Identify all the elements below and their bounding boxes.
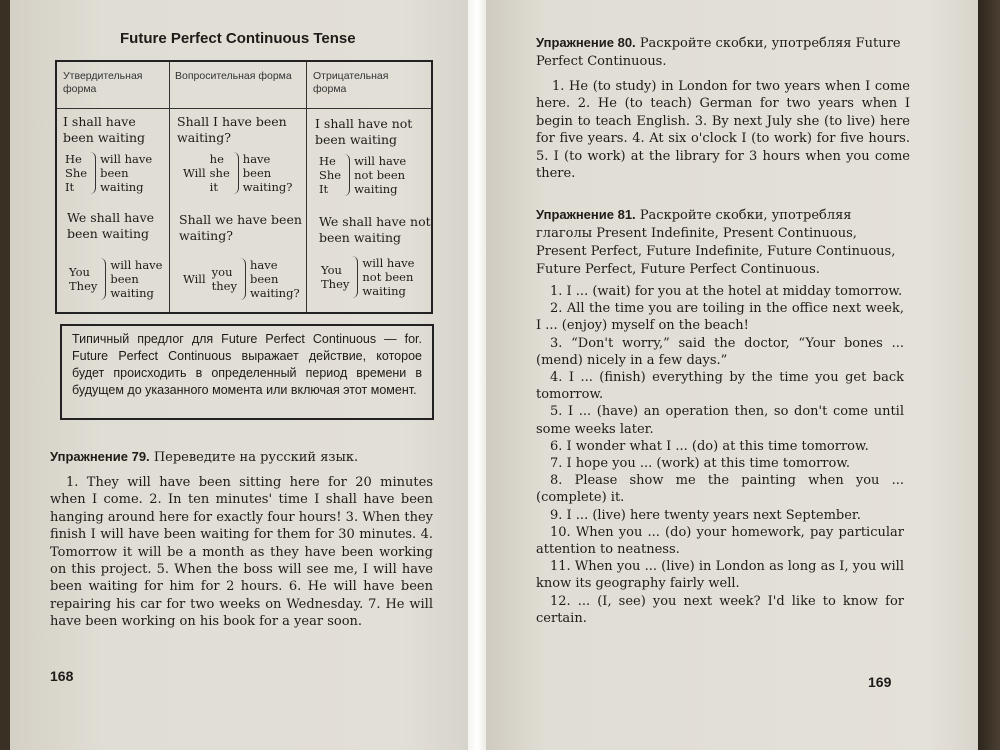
q-verb: been <box>242 166 272 180</box>
book-gutter <box>468 0 486 750</box>
aff-verb: been <box>110 272 139 286</box>
exercise-81-heading <box>536 206 910 279</box>
neg-verb: not been <box>362 270 414 284</box>
q-subject: she <box>209 166 230 180</box>
aff-verb: will have <box>110 258 163 272</box>
neg-subject: She <box>319 168 342 182</box>
brace <box>90 152 96 194</box>
header-question: Вопросительная форма <box>175 70 292 82</box>
q-group-plural <box>183 258 300 300</box>
neg-row-3: We shall have not been waiting <box>319 214 431 245</box>
list-item: 12. ... (I, see) you next week? I'd like to know for certain. <box>536 593 904 626</box>
brace <box>344 154 350 196</box>
aff-subject: It <box>65 180 75 194</box>
q-will: Will <box>183 272 206 286</box>
exercise-81-label: Упражнение 81. <box>536 207 636 222</box>
list-item: 3. “Don't worry,” said the doctor, “Your bones ... (mend) nicely in a few days.” <box>536 335 904 368</box>
neg-subject: You <box>321 263 342 277</box>
q-row-3: Shall we have been waiting? <box>179 212 302 243</box>
neg-subject: He <box>319 154 336 168</box>
neg-verb: waiting <box>362 284 406 298</box>
list-item: 2. All the time you are toiling in the office next week, I ... (enjoy) myself on the beach! <box>536 301 904 334</box>
brace <box>240 258 246 300</box>
q-verb: waiting? <box>242 180 293 194</box>
exercise-79-heading <box>50 448 440 467</box>
q-subject: it <box>209 180 218 194</box>
neg-subject: It <box>319 182 329 196</box>
brace <box>233 152 239 194</box>
q-row-1: Shall I have been waiting? <box>177 114 287 145</box>
list-item: 8. Please show me the painting when you ... (complete) it. <box>536 473 904 506</box>
list-item: 4. I ... (finish) everything by the time you get back tomorrow. <box>536 370 904 403</box>
aff-subject: They <box>69 279 98 293</box>
aff-subject: You <box>69 265 90 279</box>
page-number-left: 168 <box>50 668 74 684</box>
neg-subject: They <box>321 277 350 291</box>
exercise-81-instruction: Раскройте скобки, употребляя глаголы Present Indefinite, Present Continuous, Present Perfect, Future Indefinite, Future Continuous, Future Perfect, Future Perfect Continuous. <box>536 208 896 277</box>
aff-row-3: We shall have been waiting <box>67 210 155 241</box>
q-will: Will <box>183 166 206 180</box>
q-verb: been <box>250 272 279 286</box>
aff-subject: He <box>65 152 82 166</box>
rule-note-box: Типичный предлог для Future Perfect Continuous — for. Future Perfect Continuous выражает действие, которое будет происходить в определенный период времени в будущем до указанного момента или включая этот момент. <box>60 324 434 420</box>
list-item: 11. When you ... (live) in London as long as I, you will know its geography fairly well. <box>536 559 904 592</box>
page-number-right: 169 <box>868 674 892 690</box>
exercise-79-label: Упражнение 79. <box>50 449 150 464</box>
aff-verb: waiting <box>100 180 144 194</box>
brace <box>352 256 358 298</box>
exercise-80-heading <box>536 34 910 71</box>
book-edge-shadow <box>978 0 1000 750</box>
list-item: 6. I wonder what I ... (do) at this time tomorrow. <box>550 438 869 454</box>
q-subject: you <box>211 265 233 279</box>
neg-verb: not been <box>354 168 406 182</box>
aff-subject: She <box>65 166 88 180</box>
brace <box>100 258 106 300</box>
neg-verb: will have <box>354 154 407 168</box>
header-negative: Отрицательная форма <box>313 70 389 95</box>
aff-verb: will have <box>100 152 153 166</box>
q-verb: waiting? <box>250 286 300 300</box>
grammar-table <box>55 60 433 314</box>
exercise-79-instruction: Переведите на русский язык. <box>153 450 359 465</box>
left-page <box>10 0 472 750</box>
aff-group-plural <box>69 258 163 300</box>
list-item: 10. When you ... (do) your homework, pay particular attention to neatness. <box>536 524 904 558</box>
exercise-80-instruction: Раскройте скобки, употребляя Future Perfect Continuous. <box>536 36 901 69</box>
list-item: 9. I ... (live) here twenty years next September. <box>550 507 861 523</box>
q-verb: have <box>250 258 278 272</box>
q-subject: he <box>209 152 224 166</box>
exercise-81-items <box>536 283 904 627</box>
neg-group-plural <box>321 256 415 298</box>
neg-verb: will have <box>362 256 415 270</box>
exercise-79-text: 1. They will have been sitting here for 20 minutes when I come. 2. In ten minutes' time I shall have been hanging around here for exactly four hours! 3. When they finish I will have been waiting for them for 30 minutes. 4. Tomorrow it will be a month as they have been working on this project. 5. When the boss will see me, I will have been waiting for him for 2 hours. 6. He will have been repairing his car for two weeks on Wednesday. 7. He will have been working on his book for a year soon. <box>50 475 433 630</box>
aff-row-1: I shall have been waiting <box>63 114 146 145</box>
exercise-80-label: Упражнение 80. <box>536 35 636 50</box>
list-item: 1. I ... (wait) for you at the hotel at midday tomorrow. <box>550 284 903 299</box>
q-subject: they <box>211 279 237 293</box>
aff-verb: been <box>100 166 129 180</box>
neg-verb: waiting <box>354 182 398 196</box>
neg-row-1: I shall have not been waiting <box>315 116 413 147</box>
list-item: 7. I hope you ... (work) at this time tomorrow. <box>550 456 851 472</box>
neg-group-3rd-person <box>319 154 406 196</box>
aff-group-3rd-person <box>65 152 152 194</box>
header-affirmative: Утвердительная форма <box>63 70 143 95</box>
page-title: Future Perfect Continuous Tense <box>120 30 356 47</box>
q-verb: have <box>242 152 271 166</box>
exercise-80-text: 1. He (to study) in London for two years when I come here. 2. He (to teach) German for two years when I begin to teach English. 3. By next July she (to live) here for five years. 4. At six o'clock I (to work) for five hours. 5. I (to work) at the library for 3 hours when you come there. <box>536 79 910 182</box>
q-group-3rd-person <box>183 152 292 194</box>
aff-verb: waiting <box>110 286 154 300</box>
list-item: 5. I ... (have) an operation then, so don't come until some weeks later. <box>536 404 904 437</box>
